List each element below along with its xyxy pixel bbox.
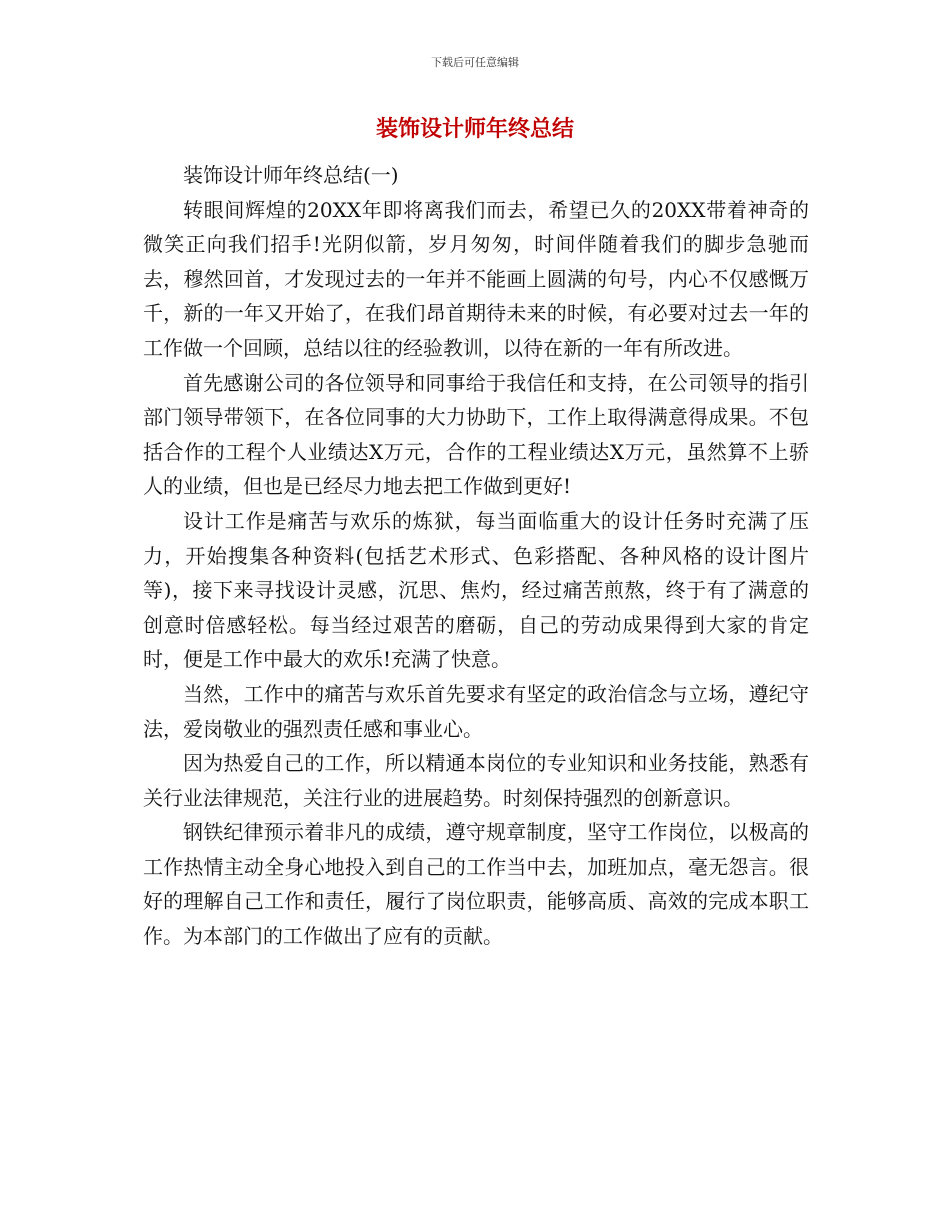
paragraph: 首先感谢公司的各位领导和同事给于我信任和支持，在公司领导的指引部门领导带领下，在各位同事的大力协助下，工作上取得满意得成果。不包括合作的工程个人业绩达X万元，合作的工程业绩达X万元，虽然算不上骄人的业绩，但也是已经尽力地去把工作做到更好! [143,370,809,499]
paragraph: 转眼间辉煌的20XX年即将离我们而去，希望已久的20XX带着神奇的微笑正向我们招手!光阴似箭，岁月匆匆，时间伴随着我们的脚步急驰而去，穆然回首，才发现过去的一年并不能画上圆满的句号，内心不仅感慨万千，新的一年又开始了，在我们昂首期待未来的时候，有必要对过去一年的工作做一个回顾，总结以往的经验教训，以待在新的一年有所改进。 [143,197,809,360]
paragraph: 因为热爱自己的工作，所以精通本岗位的专业知识和业务技能，熟悉有关行业法律规范，关注行业的进展趋势。时刻保持强烈的创新意识。 [143,751,809,810]
paragraph: 钢铁纪律预示着非凡的成绩，遵守规章制度，坚守工作岗位，以极高的工作热情主动全身心地投入到自己的工作当中去，加班加点，毫无怨言。很好的理解自己工作和责任，履行了岗位职责，能够高质、高效的完成本职工作。为本部门的工作做出了应有的贡献。 [143,820,809,949]
document-title: 装饰设计师年终总结 [375,117,574,142]
paragraph: 当然，工作中的痛苦与欢乐首先要求有坚定的政治信念与立场，遵纪守法，爱岗敬业的强烈责任感和事业心。 [143,681,809,741]
paragraph: 设计工作是痛苦与欢乐的炼狱，每当面临重大的设计任务时充满了压力，开始搜集各种资料(包括艺术形式、色彩搭配、各种风格的设计图片等)，接下来寻找设计灵感，沉思、焦灼，经过痛苦煎熬，终于有了满意的创意时倍感轻松。每当经过艰苦的磨砺，自己的劳动成果得到大家的肯定时，便是工作中最大的欢乐!充满了快意。 [143,508,809,672]
document-body [143,158,809,954]
header-note: 下载后可任意编辑 [431,56,519,69]
section-heading: 装饰设计师年终总结(一) [183,163,399,187]
